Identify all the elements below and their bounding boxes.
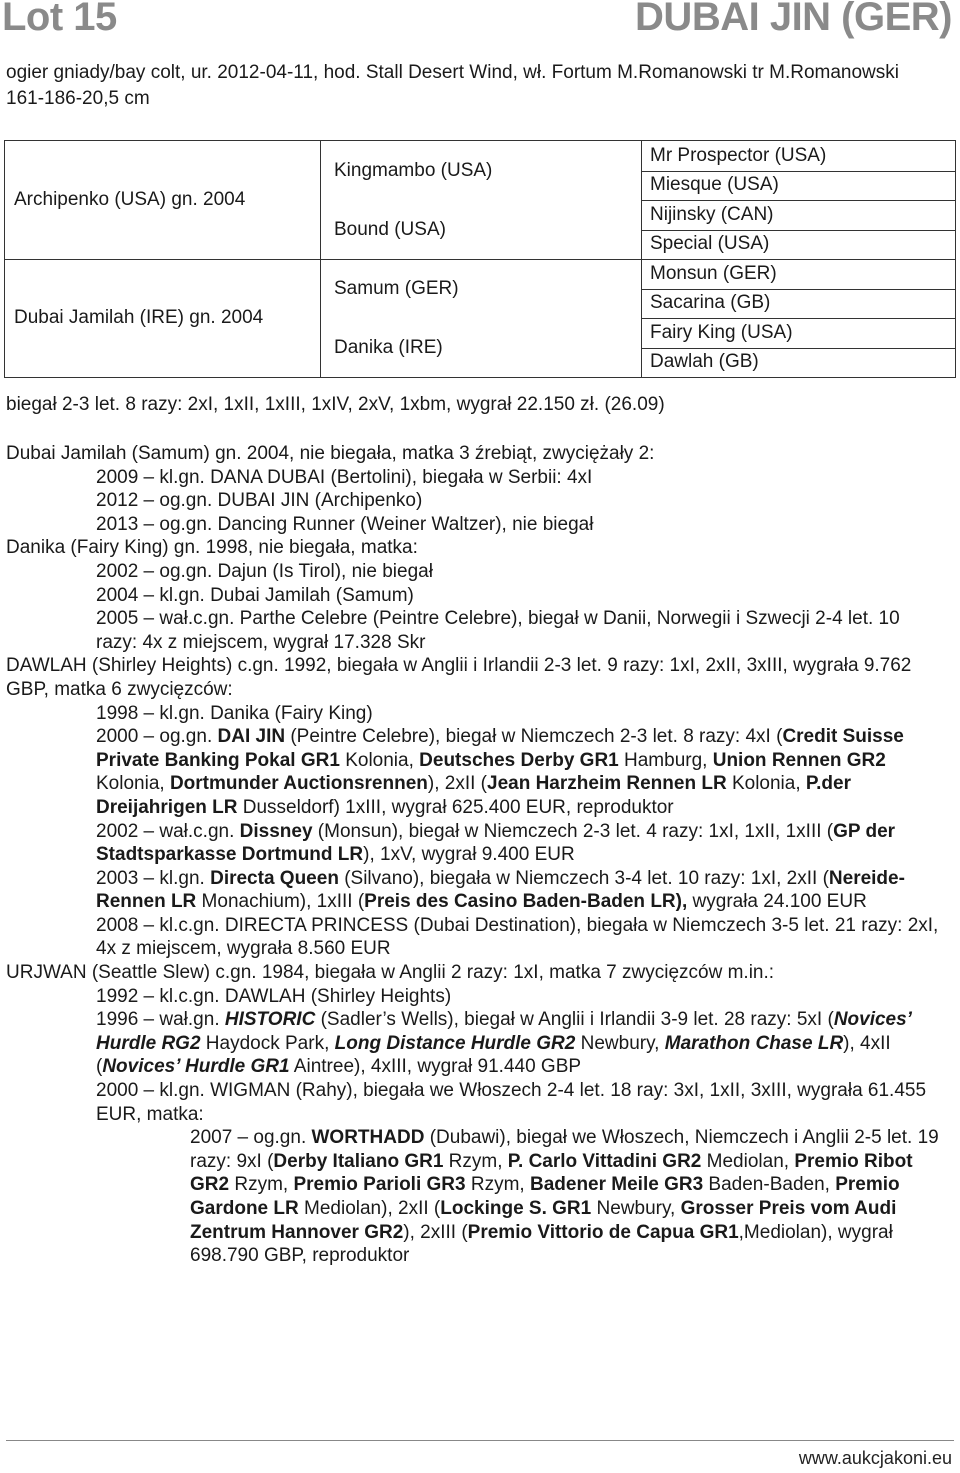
family-history	[6, 442, 946, 1268]
pedigree-grandparent: Samum (GER)	[334, 277, 459, 299]
lot-number: Lot 15	[2, 0, 117, 39]
family-offspring-line	[6, 985, 946, 1009]
line-text: Mediolan), 2xII (	[298, 1198, 441, 1219]
family-mare-line	[6, 442, 946, 466]
line-text: Kolonia,	[726, 773, 806, 795]
line-text: (Silvano), biegała w Niemczech 3-4 let. 10 razy: 1xI, 2xII (	[338, 867, 829, 889]
pedigree-grandparents-column	[320, 141, 642, 377]
highlight-text: Derby Italiano GR1	[273, 1150, 444, 1172]
line-text: 1996 – wał.gn.	[96, 1009, 225, 1031]
highlight-text: Premio Ribot GR2	[190, 1150, 913, 1196]
highlight-text: HISTORIC	[224, 1009, 316, 1031]
highlight-text: Premio Parioli GR3	[293, 1174, 466, 1196]
highlight-text: Novices’ Hurdle GR1	[102, 1056, 290, 1078]
highlight-text: Novices’ Hurdle RG2	[96, 1009, 912, 1054]
pedigree-divider	[642, 230, 955, 231]
family-offspring-line	[6, 1079, 946, 1126]
line-text: 1998 – kl.gn. Danika (Fairy King)	[96, 702, 373, 724]
pedigree-divider	[642, 259, 955, 260]
highlight-text: Premio Gardone LR	[190, 1174, 900, 1219]
pedigree-great-grandparent: Special (USA)	[650, 233, 770, 255]
highlight-text: Long Distance Hurdle GR2	[334, 1032, 576, 1054]
family-offspring-line	[6, 914, 946, 961]
family-offspring-line	[6, 867, 946, 914]
pedigree-table	[4, 140, 956, 378]
highlight-text: Deutsches Derby GR1	[419, 749, 619, 771]
pedigree-great-grandparent: Fairy King (USA)	[650, 321, 793, 343]
line-text: Kolonia,	[96, 773, 170, 795]
line-text: Haydock Park,	[200, 1032, 335, 1054]
line-text: Aintree), 4xIII, wygrał 91.440 GBP	[289, 1056, 582, 1078]
line-text: 2005 – wał.c.gn. Parthe Celebre (Peintre Celebre), biegał w Danii, Norwegii i Szwecji 2-4 let. 10 razy: 4x z miejscem, wygrał 17.328 Skr	[96, 608, 900, 653]
pedigree-divider	[320, 259, 641, 260]
line-text: 2008 – kl.c.gn. DIRECTA PRINCESS (Dubai Destination), biegała w Niemczech 3-5 let. 21 razy: 2xI, 4x z miejscem, wygrała 8.560 EUR	[96, 914, 939, 960]
pedigree-sire: Archipenko (USA) gn. 2004	[14, 189, 246, 210]
highlight-text: P. Carlo Vittadini GR2	[507, 1150, 702, 1172]
horse-description: ogier gniady/bay colt, ur. 2012-04-11, hod. Stall Desert Wind, wł. Fortum M.Romanowski tr M.Romanowski 161-186-20,5 cm	[6, 62, 899, 109]
line-text: Rzym,	[443, 1150, 508, 1172]
highlight-text: Preis des Casino Baden-Baden LR),	[364, 891, 688, 913]
pedigree-grandparent: Kingmambo (USA)	[334, 159, 493, 181]
page-header	[0, 0, 960, 50]
highlight-text: Premio Vittorio de Capua GR1	[467, 1221, 739, 1243]
line-text: 2000 – kl.gn. WIGMAN (Rahy), biegała we Włoszech 2-4 let. 18 ray: 3xI, 1xII, 3xIII, wygrała 61.455 EUR, matka:	[96, 1080, 927, 1125]
line-text: (Peintre Celebre), biegał w Niemczech 2-3 let. 8 razy: 4xI (	[285, 726, 783, 748]
pedigree-parents-column	[5, 141, 321, 377]
family-offspring-line	[6, 725, 946, 819]
highlight-text: Marathon Chase LR	[664, 1032, 844, 1054]
pedigree-great-grandparent: Sacarina (GB)	[650, 292, 771, 314]
line-text: Newbury,	[575, 1032, 665, 1054]
line-text: 2013 – og.gn. Dancing Runner (Weiner Waltzer), nie biegał	[96, 513, 594, 535]
family-offspring-line	[6, 820, 946, 867]
family-offspring-line	[6, 1008, 946, 1079]
line-text: Baden-Baden,	[703, 1174, 836, 1196]
line-text: Newbury,	[591, 1198, 681, 1219]
pedigree-great-grandparent: Mr Prospector (USA)	[650, 144, 827, 166]
line-text: wygrała 24.100 EUR	[687, 891, 867, 913]
line-text: ), 4xII (	[96, 1032, 891, 1078]
line-text: (Monsun), biegał w Niemczech 2-3 let. 4 razy: 1xI, 1xII, 1xIII (	[312, 820, 834, 842]
line-text: 2012 – og.gn. DUBAI JIN (Archipenko)	[96, 490, 423, 512]
line-text: 2003 – kl.gn.	[96, 867, 211, 889]
pedigree-divider	[642, 289, 955, 290]
highlight-text: Badener Meile GR3	[529, 1174, 704, 1196]
family-offspring-line	[6, 466, 946, 490]
family-mare-line	[6, 536, 946, 560]
footer-divider	[6, 1440, 954, 1441]
family-offspring-line	[6, 560, 946, 584]
highlight-text: Dortmunder Auctionsrennen	[169, 773, 428, 795]
line-text: Dusseldorf) 1xIII, wygrał 625.400 EUR, reproduktor	[237, 796, 674, 818]
line-text: (Dubawi), biegał we Włoszech, Niemczech i Anglii 2-5 let. 19 razy: 9xI (	[190, 1127, 939, 1172]
highlight-text: P.der Dreijahrigen LR	[96, 773, 851, 818]
highlight-text: Grosser Preis vom Audi Zentrum Hannover GR2	[190, 1198, 897, 1243]
line-text: ), 2xIII (	[403, 1221, 468, 1243]
line-text: Monachium), 1xIII (	[196, 891, 365, 913]
pedigree-great-grandparent: Nijinsky (CAN)	[650, 203, 774, 225]
line-text: Hamburg,	[618, 749, 713, 771]
race-record: biegał 2-3 let. 8 razy: 2xI, 1xII, 1xIII, 1xIV, 2xV, 1xbm, wygrał 22.150 zł. (26.09)	[6, 394, 665, 415]
family-offspring-line	[6, 513, 946, 537]
horse-name-title: DUBAI JIN (GER)	[635, 0, 952, 39]
line-text: ), 2xII (	[427, 773, 487, 795]
pedigree-divider	[642, 348, 955, 349]
pedigree-grandparent: Danika (IRE)	[334, 336, 443, 358]
family-offspring-line	[6, 584, 946, 608]
line-text: 1992 – kl.c.gn. DAWLAH (Shirley Heights)	[96, 985, 452, 1007]
highlight-text: GP der Stadtsparkasse Dortmund LR	[96, 820, 896, 866]
pedigree-great-grandparent: Miesque (USA)	[650, 174, 779, 196]
line-text: ), 1xV, wygrał 9.400 EUR	[363, 844, 575, 866]
highlight-text: Dissney	[239, 820, 313, 842]
line-text: (Sadler’s Wells), biegał w Anglii i Irlandii 3-9 let. 28 razy: 5xI (	[315, 1009, 834, 1031]
line-text: ,Mediolan), wygrał 698.790 GBP, reproduktor	[190, 1221, 893, 1267]
family-offspring-line	[6, 1126, 946, 1268]
pedigree-great-grandparent: Dawlah (GB)	[650, 351, 759, 373]
pedigree-divider	[642, 200, 955, 201]
line-text: Danika (Fairy King) gn. 1998, nie biegała, matka:	[6, 537, 418, 559]
line-text: Kolonia,	[339, 749, 420, 771]
line-text: 2002 – wał.c.gn.	[96, 820, 240, 842]
line-text: DAWLAH (Shirley Heights) c.gn. 1992, biegała w Anglii i Irlandii 2-3 let. 9 razy: 1xI, 2xII, 3xIII, wygrała 9.762 GBP, matka 6 zwycięzców:	[6, 655, 912, 700]
pedigree-divider	[5, 259, 320, 260]
line-text: 2007 – og.gn.	[190, 1127, 312, 1149]
pedigree-divider	[642, 318, 955, 319]
family-offspring-line	[6, 489, 946, 513]
line-text: 2000 – og.gn.	[96, 726, 218, 748]
family-offspring-line	[6, 702, 946, 726]
family-offspring-line	[6, 607, 946, 654]
highlight-text: DAI JIN	[217, 726, 286, 748]
highlight-text: Lockinge S. GR1	[440, 1198, 592, 1219]
website-link[interactable]: www.aukcjakoni.eu	[798, 1448, 952, 1468]
highlight-text: Union Rennen GR2	[712, 749, 886, 771]
pedigree-divider	[642, 171, 955, 172]
pedigree-dam: Dubai Jamilah (IRE) gn. 2004	[14, 307, 264, 328]
family-mare-line	[6, 654, 946, 701]
line-text: 2004 – kl.gn. Dubai Jamilah (Samum)	[96, 584, 414, 606]
pedigree-great-grandparent: Monsun (GER)	[650, 262, 777, 284]
highlight-text: WORTHADD	[311, 1127, 425, 1149]
highlight-text: Credit Suisse Private Banking Pokal GR1	[96, 726, 904, 771]
highlight-text: Jean Harzheim Rennen LR	[487, 773, 727, 795]
line-text: 2002 – og.gn. Dajun (Is Tirol), nie biegał	[96, 560, 433, 582]
family-mare-line	[6, 961, 946, 985]
line-text: Dubai Jamilah (Samum) gn. 2004, nie biegała, matka 3 źrebiąt, zwyciężały 2:	[6, 443, 655, 464]
line-text: 2009 – kl.gn. DANA DUBAI (Bertolini), biegała w Serbii: 4xI	[96, 466, 593, 488]
pedigree-great-grandparents-column	[642, 141, 955, 377]
highlight-text: Nereide-Rennen LR	[96, 867, 905, 913]
line-text: Mediolan,	[701, 1150, 795, 1172]
pedigree-grandparent: Bound (USA)	[334, 218, 446, 240]
line-text: URJWAN (Seattle Slew) c.gn. 1984, biegała w Anglii 2 razy: 1xI, matka 7 zwycięzców m.in.:	[6, 962, 775, 984]
highlight-text: Directa Queen	[210, 867, 339, 889]
line-text: Rzym,	[465, 1174, 530, 1196]
line-text: Rzym,	[229, 1174, 294, 1196]
